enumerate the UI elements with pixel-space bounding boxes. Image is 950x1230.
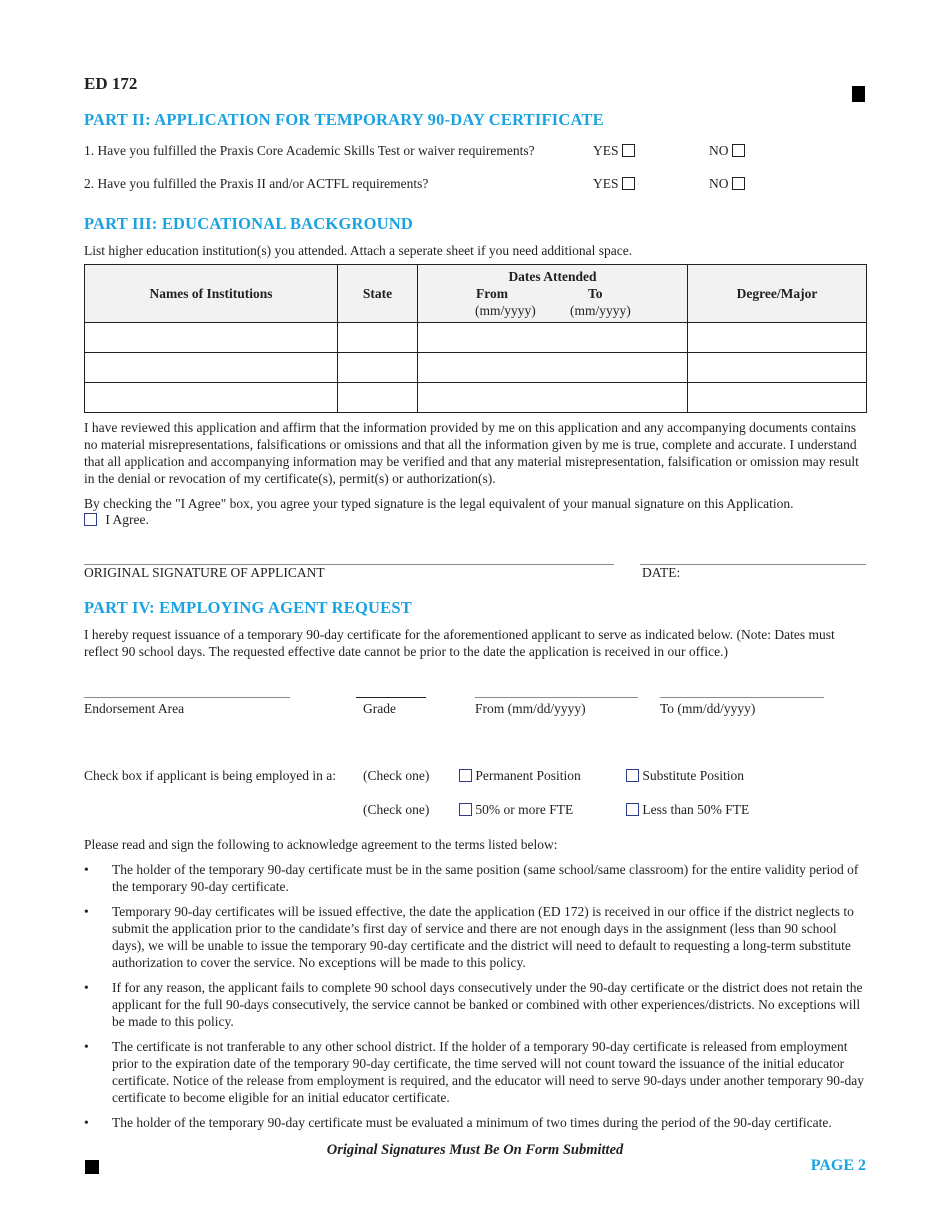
list-item: • The certificate is not tranferable to any other school district. If the holder of a temporary 90-day certificate is released from employment prior to the expiration date of the temporary 90-day certificate, the time served will not count toward the issuance of the initial educator certificate. Notice of the release from employment is required, and the educator will need to serve 90-days under another temporary 90-day certificate to become eligible for an initial educator certificate.	[84, 1038, 866, 1106]
endorsement-label: Endorsement Area	[84, 701, 185, 716]
question-2-text: 2. Have you fulfilled the Praxis II and/or ACTFL requirements?	[84, 176, 429, 191]
terms-intro: Please read and sign the following to acknowledge agreement to the terms listed below:	[84, 837, 558, 852]
terms-list	[84, 861, 866, 1139]
institution-cell[interactable]	[85, 323, 338, 353]
endorsement-line[interactable]	[84, 697, 290, 698]
question-2-no-checkbox[interactable]	[732, 177, 745, 190]
degree-cell[interactable]	[688, 353, 867, 383]
request-text: I hereby request issuance of a temporary 90-day certificate for the aforementioned applicant to serve as indicated below. (Note: Dates must reflect 90 school days. The requested effective date cannot be prior to the date the application is received in our office.)	[84, 627, 835, 659]
fte-more-option	[459, 802, 573, 818]
permanent-label: Permanent Position	[475, 768, 581, 783]
agree-text: By checking the "I Agree" box, you agree your typed signature is the legal equivalent of your manual signature on this Application.	[84, 496, 794, 511]
check-one-label: (Check one)	[363, 802, 430, 817]
signature-label: ORIGINAL SIGNATURE OF APPLICANT	[84, 565, 325, 580]
registration-mark-top	[852, 86, 865, 102]
degree-cell[interactable]	[688, 383, 867, 413]
employment-label: Check box if applicant is being employed in a:	[84, 768, 336, 783]
list-item: • The holder of the temporary 90-day certificate must be evaluated a minimum of two times during the period of the 90-day certificate.	[84, 1114, 866, 1131]
education-instruction: List higher education institution(s) you attended. Attach a seperate sheet if you need additional space.	[84, 243, 633, 258]
state-cell[interactable]	[338, 323, 418, 353]
date-label: DATE:	[642, 565, 681, 580]
permanent-checkbox[interactable]	[459, 769, 472, 782]
form-code: ED 172	[84, 74, 138, 93]
from-date-line[interactable]	[475, 697, 638, 698]
col-degree-major: Degree/Major	[688, 265, 867, 323]
part2-heading: PART II: APPLICATION FOR TEMPORARY 90-DAY CERTIFICATE	[84, 110, 604, 129]
state-cell[interactable]	[338, 383, 418, 413]
fte-more-checkbox[interactable]	[459, 803, 472, 816]
question-2-yes-checkbox[interactable]	[622, 177, 635, 190]
affirmation-text: I have reviewed this application and affirm that the information provided by me on this application and any accompanying documents contains no material misrepresentations, falsifications or omissions and that all the information given by me is true, complete and accurate. I understand that all application and accompanying information may be verified and that any material misrepresentation, falsification or omission may result in the denial or revocation of my certificate(s), permit(s) or authorization(s).	[84, 420, 859, 486]
dates-attended-label: Dates Attended	[508, 269, 597, 284]
institution-cell[interactable]	[85, 353, 338, 383]
question-1-text: 1. Have you fulfilled the Praxis Core Academic Skills Test or waiver requirements?	[84, 143, 535, 158]
registration-mark-bottom	[85, 1160, 99, 1174]
grade-line[interactable]	[356, 697, 426, 698]
page-number: PAGE 2	[810, 1157, 866, 1174]
dates-cell[interactable]	[418, 323, 688, 353]
dates-to-label: To	[588, 286, 603, 301]
to-date-line[interactable]	[660, 697, 824, 698]
question-1-yes-label: YES	[593, 143, 619, 158]
col-institutions: Names of Institutions	[85, 265, 338, 323]
fte-more-label: 50% or more FTE	[475, 802, 574, 817]
question-2-no	[709, 176, 745, 192]
table-row	[85, 353, 867, 383]
dates-from-label: From	[476, 286, 508, 301]
list-item: • The holder of the temporary 90-day certificate must be in the same position (same school/same classroom) for the entire validity period of the temporary 90-day certificate.	[84, 861, 866, 895]
col-state: State	[338, 265, 418, 323]
list-item: • Temporary 90-day certificates will be issued effective, the date the application (ED 172) is received in our office if the district neglects to submit the application prior to the candidate’s first day of service and there are not enough days in the assignment (less than 90 school days), we will be unable to issue the temporary 90-day certificate and the district will need to default to requesting a long-term substitute authorization to cover the service. No exceptions will be made to this policy.	[84, 903, 866, 971]
degree-cell[interactable]	[688, 323, 867, 353]
grade-label: Grade	[363, 701, 396, 716]
institution-cell[interactable]	[85, 383, 338, 413]
question-1-no-label: NO	[709, 143, 729, 158]
footer-note: Original Signatures Must Be On Form Submitted	[326, 1142, 624, 1158]
from-date-label: From (mm/dd/yyyy)	[475, 701, 586, 716]
question-1-no-checkbox[interactable]	[732, 144, 745, 157]
question-2-yes	[593, 176, 635, 192]
fte-less-option	[626, 802, 749, 818]
part3-heading: PART III: EDUCATIONAL BACKGROUND	[84, 214, 413, 233]
question-1-yes-checkbox[interactable]	[622, 144, 635, 157]
permanent-option	[459, 768, 581, 784]
education-table	[84, 264, 867, 413]
table-row	[85, 323, 867, 353]
substitute-label: Substitute Position	[642, 768, 745, 783]
dates-cell[interactable]	[418, 353, 688, 383]
dates-from-format: (mm/yyyy)	[475, 303, 536, 318]
question-2-no-label: NO	[709, 176, 729, 191]
fte-less-label: Less than 50% FTE	[642, 802, 750, 817]
agree-option	[84, 512, 149, 528]
state-cell[interactable]	[338, 353, 418, 383]
table-row	[85, 383, 867, 413]
agree-checkbox[interactable]	[84, 513, 97, 526]
check-one-label: (Check one)	[363, 768, 430, 783]
part4-heading: PART IV: EMPLOYING AGENT REQUEST	[84, 598, 412, 617]
list-item: • If for any reason, the applicant fails to complete 90 school days consecutively under the 90-day certificate or the district does not retain the applicant for the full 90-days consecutively, the service cannot be banked or combined with other experiences/districts. No exceptions will be made to this policy.	[84, 979, 866, 1030]
to-date-label: To (mm/dd/yyyy)	[660, 701, 756, 716]
dates-cell[interactable]	[418, 383, 688, 413]
question-1-yes	[593, 143, 635, 159]
substitute-checkbox[interactable]	[626, 769, 639, 782]
question-2-yes-label: YES	[593, 176, 619, 191]
agree-label: I Agree.	[105, 512, 149, 527]
dates-to-format: (mm/yyyy)	[570, 303, 631, 318]
col-dates-attended	[418, 265, 688, 323]
question-1-no	[709, 143, 745, 159]
substitute-option	[626, 768, 744, 784]
education-table-header	[85, 265, 867, 323]
fte-less-checkbox[interactable]	[626, 803, 639, 816]
